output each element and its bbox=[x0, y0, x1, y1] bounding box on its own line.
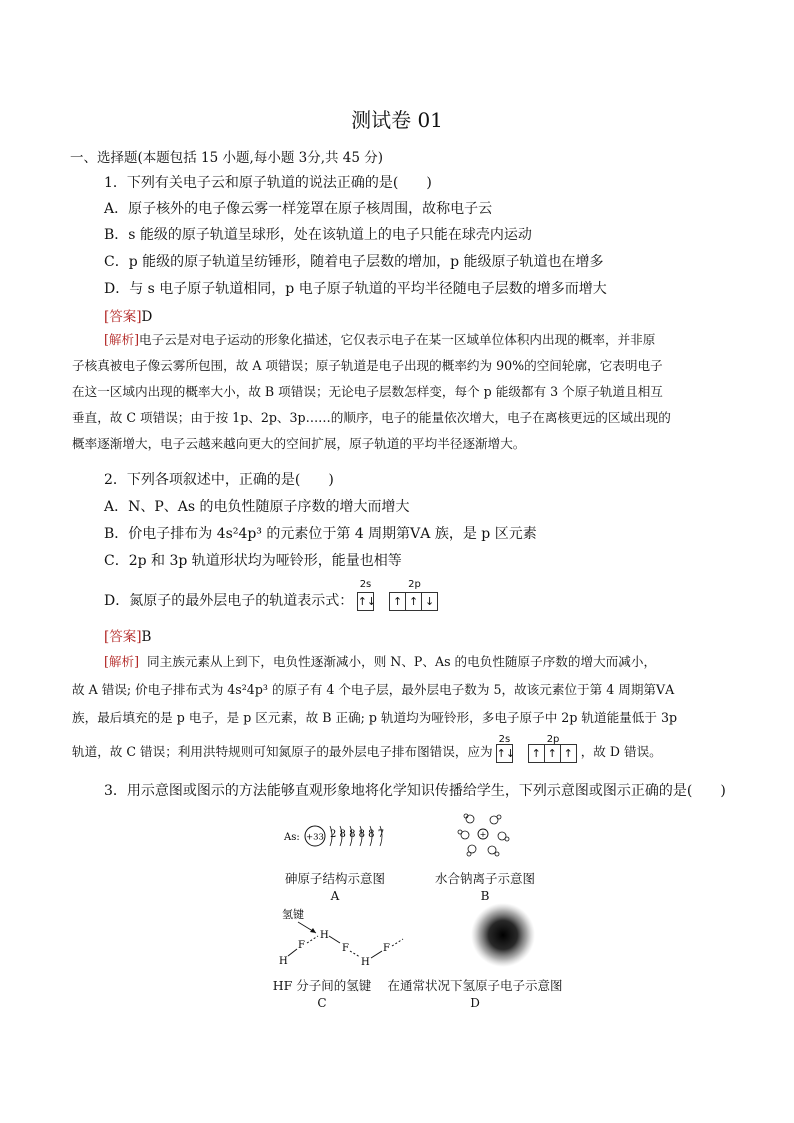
analysis-tag: [解析] bbox=[104, 332, 140, 347]
figure-c-caption: HF 分子间的氢键 bbox=[272, 978, 372, 993]
orbital-diagram-correct-p: 2p ↑ ↑ ↑ bbox=[529, 739, 577, 767]
svg-text:+: + bbox=[479, 830, 487, 839]
figure-c-atom-h3: H bbox=[361, 957, 370, 968]
figure-a-symbol: As: bbox=[284, 832, 300, 843]
q1-option-d: D．与 s 电子原子轨道相同，p 电子原子轨道的平均半径随电子层数的增多而增大 bbox=[104, 281, 607, 297]
answer-tag: [答案] bbox=[104, 629, 142, 645]
q2-answer bbox=[104, 625, 151, 645]
answer-value: D bbox=[141, 309, 153, 325]
q1-answer bbox=[104, 305, 152, 325]
figure-c-label: 氢键 bbox=[282, 908, 304, 921]
figure-a-diagram bbox=[283, 818, 403, 854]
figure-a-nucleus: +33 bbox=[306, 832, 324, 843]
orbital-diagram-correct: 2s ↑↓ bbox=[497, 739, 513, 767]
figure-d-caption: 在通常状况下氢原子电子示意图 bbox=[387, 978, 563, 993]
figure-b-diagram bbox=[452, 811, 516, 861]
section-heading: 一、选择题(本题包括 15 小题,每小题 3分,共 45 分) bbox=[70, 150, 384, 166]
answer-tag: [答案] bbox=[104, 309, 142, 325]
q1-option-b: B．s 能级的原子轨道呈球形，处在该轨道上的电子只能在球壳内运动 bbox=[104, 227, 532, 243]
q2-option-b: B．价电子排布为 4s²4p³ 的元素位于第 4 周期第ⅤA 族，是 p 区元素 bbox=[104, 526, 537, 542]
q2-option-d: D．氮原子的最外层电子的轨道表示式： 2s ↑↓ 2p ↑ ↑ ↓ bbox=[104, 590, 438, 611]
figure-d-letter: D bbox=[470, 996, 480, 1010]
figure-c-atom-f1: F bbox=[298, 940, 305, 951]
figure-a-shells: 2 8 8 8 8 7 bbox=[330, 829, 385, 840]
page-title: 测试卷 01 bbox=[351, 108, 443, 132]
figure-a-letter: A bbox=[330, 889, 340, 903]
q2-option-a: A．N、P、As 的电负性随原子序数的增大而增大 bbox=[104, 499, 410, 515]
q1-option-a: A．原子核外的电子像云雾一样笼罩在原子核周围，故称电子云 bbox=[104, 201, 493, 217]
figure-d-diagram bbox=[470, 902, 536, 968]
q2-option-c: C．2p 和 3p 轨道形状均为哑铃形，能量也相等 bbox=[104, 553, 402, 569]
figure-b-caption: 水合钠离子示意图 bbox=[434, 871, 535, 886]
figure-b-letter: B bbox=[480, 889, 490, 903]
q2-analysis: [解析] 同主族元素从上到下，电负性逐渐减小，则 N、P、As 的电负性随原子序数的增大而减小， 故 A 错误; 价电子排布式为 4s²4p³ 的原子有 4 个电子层，最外层电子数为 5，故该元素位于第 4 周期第ⅤA 族，最后填充的是 p 电子，是 p 区元素，故 B 正确; p 轨道均为哑铃形，多电子原子中 2p 轨道能量低于 3p 轨道，故 C 错误；利用洪特规则可知氮原子的最外层电子排布图错误，应为 2s ↑↓ 2p ↑ ↑ ↑ ，故 D 错误。 bbox=[72, 648, 732, 767]
figure-c-atom-f3: F bbox=[383, 943, 390, 954]
figure-c-diagram bbox=[276, 905, 410, 971]
figure-c-letter: C bbox=[317, 996, 327, 1010]
orbital-diagram-d-p: 2p ↑ ↑ ↓ bbox=[390, 592, 438, 611]
figure-c-atom-h1: H bbox=[279, 956, 288, 967]
figure-a-caption: 砷原子结构示意图 bbox=[284, 871, 385, 886]
q1-analysis: [解析]电子云是对电子运动的形象化描述，它仅表示电子在某一区域单位体积内出现的概率，并非原 子核真被电子像云雾所包围，故 A 项错误；原子轨道是电子出现的概率约为 90%的空间轮廓，它表明电子 在这一区域内出现的概率大小，故 B 项错误；无论电子层数怎样变，每个 p 能级都有 3 个原子轨道且相互 垂直，故 C 项错误；由于按 1p、2p、3p……的顺序，电子的能量依次增大，电子在离核更远的区域出现的 概率逐渐增大，电子云越来越向更大的空间扩展，原子轨道的平均半径逐渐增大。 bbox=[72, 332, 671, 451]
figure-c-atom-h2: H bbox=[320, 930, 329, 941]
analysis-tag: [解析] bbox=[104, 654, 140, 669]
q2-stem: 2．下列各项叙述中，正确的是( ) bbox=[104, 472, 334, 488]
q1-option-c: C．p 能级的原子轨道呈纺锤形，随着电子层数的增加，p 能级原子轨道也在增多 bbox=[104, 254, 604, 270]
figure-c-atom-f2: F bbox=[342, 943, 349, 954]
answer-value: B bbox=[141, 629, 152, 645]
orbital-diagram-d: 2s ↑↓ bbox=[358, 592, 374, 611]
q3-stem: 3．用示意图或图示的方法能够直观形象地将化学知识传播给学生，下列示意图或图示正确的是( ) bbox=[104, 783, 726, 799]
q1-stem: 1．下列有关电子云和原子轨道的说法正确的是( ) bbox=[104, 175, 432, 191]
